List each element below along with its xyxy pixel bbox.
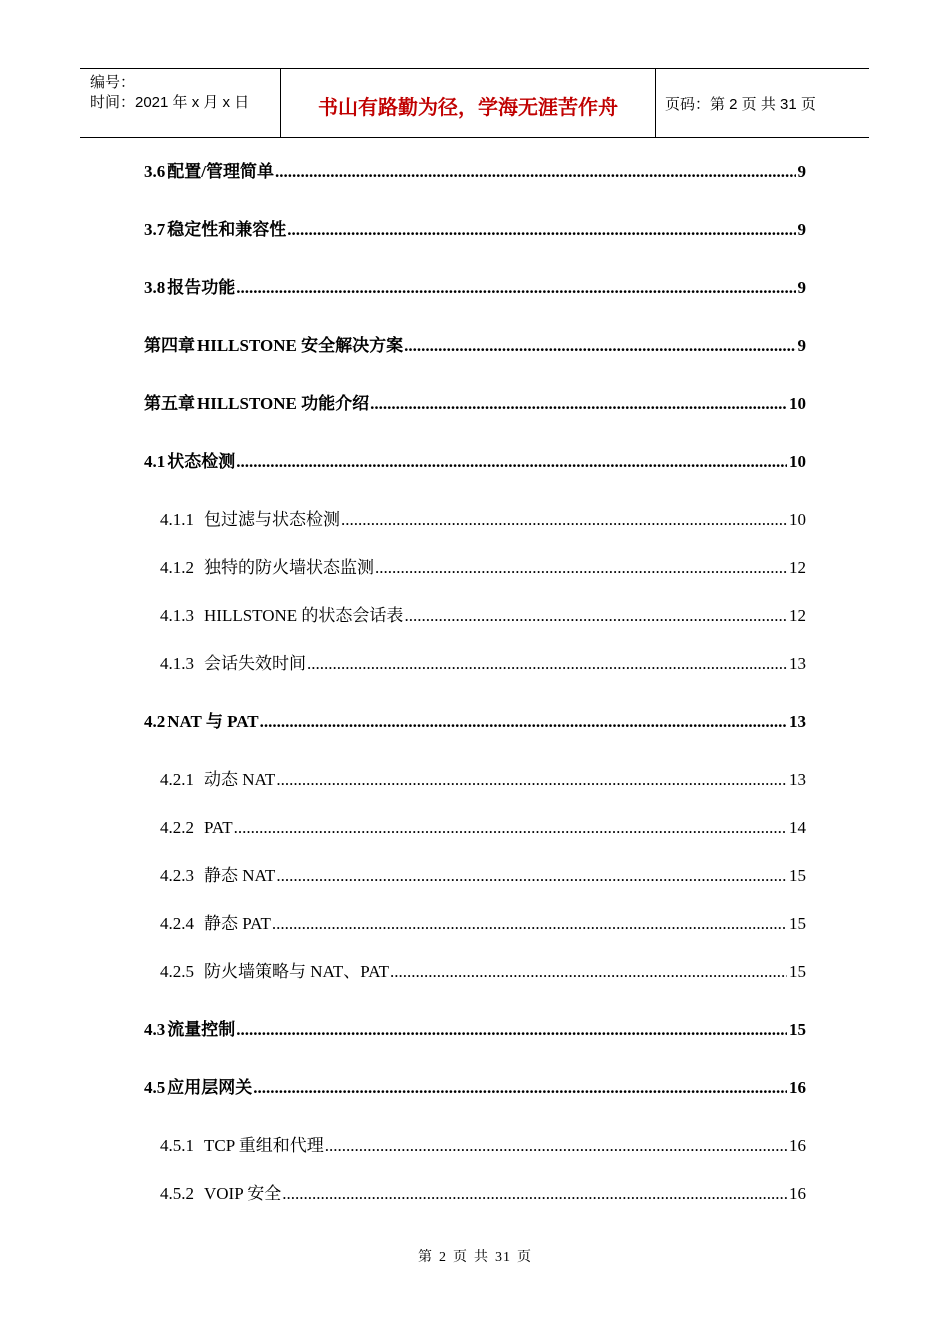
toc-entry-number: 3.6 [144, 162, 166, 181]
toc-entry-number: 4.1.3 [160, 654, 194, 673]
toc-entry-title: 静态 NAT [204, 866, 276, 885]
toc-entry-title: 报告功能 [167, 278, 236, 297]
toc-entry[interactable] [160, 816, 806, 840]
toc-entry-number: 3.7 [144, 220, 166, 239]
toc-entry-title: 会话失效时间 [204, 654, 306, 673]
toc-leader-dots [325, 1134, 787, 1158]
toc-leader-dots [234, 816, 787, 840]
toc-entry[interactable] [160, 556, 806, 580]
header-page-info: 页码：第 2 页 共 31 页 [665, 96, 816, 113]
footer-page-number: 2 [439, 1250, 447, 1265]
toc-entry-title: 独特的防火墙状态监测 [204, 558, 374, 577]
toc-entry-title: HILLSTONE 功能介绍 [197, 394, 370, 413]
toc-entry-title: NAT 与 PAT [167, 712, 259, 731]
toc-entry-title: 稳定性和兼容性 [167, 220, 287, 239]
toc-entry-number: 4.1 [144, 452, 166, 471]
toc-leader-dots [307, 652, 787, 676]
toc-entry-page: 13 [789, 654, 806, 673]
toc-entry[interactable] [160, 960, 806, 984]
toc-leader-dots [287, 218, 795, 242]
toc-entry-page: 10 [789, 452, 806, 471]
header-left-cell [80, 69, 280, 137]
toc-entry[interactable] [160, 912, 806, 936]
toc-entry-number: 4.2.4 [160, 914, 194, 933]
toc-entry-title: 状态检测 [167, 452, 236, 471]
toc-entry-page: 10 [789, 510, 806, 529]
toc-entry[interactable] [144, 1076, 806, 1100]
toc-entry-number: 4.2.5 [160, 962, 194, 981]
toc-entry-number: 第五章 [144, 394, 195, 413]
toc-leader-dots [341, 508, 787, 532]
toc-entry[interactable] [144, 1018, 806, 1042]
page-footer [0, 1246, 950, 1266]
toc-entry[interactable] [144, 392, 806, 416]
toc-entry-page: 9 [797, 336, 806, 355]
document-code-label: 编号： [90, 74, 136, 91]
toc-entry-number: 4.1.3 [160, 606, 194, 625]
footer-word-di: 第 [418, 1250, 433, 1265]
toc-entry-number: 4.5.2 [160, 1184, 194, 1203]
toc-entry[interactable] [160, 768, 806, 792]
toc-entry[interactable] [144, 334, 806, 358]
toc-entry-number: 3.8 [144, 278, 166, 297]
toc-entry-number: 4.2 [144, 712, 166, 731]
toc-entry-page: 16 [789, 1136, 806, 1155]
toc-entry-title: 动态 NAT [204, 770, 276, 789]
toc-entry-page: 16 [789, 1078, 806, 1097]
header-center-cell [280, 69, 656, 137]
toc-entry-page: 9 [797, 278, 806, 297]
toc-leader-dots [260, 710, 787, 734]
toc-leader-dots [236, 450, 787, 474]
toc-leader-dots [236, 276, 795, 300]
toc-entry-title: 配置/管理简单 [167, 162, 274, 181]
toc-entry-number: 4.5.1 [160, 1136, 194, 1155]
toc-entry[interactable] [144, 710, 806, 734]
toc-leader-dots [370, 392, 787, 416]
toc-entry-number: 4.2.2 [160, 818, 194, 837]
toc-entry-title: 防火墙策略与 NAT、PAT [204, 962, 389, 981]
toc-leader-dots [404, 604, 787, 628]
toc-entry-number: 4.2.1 [160, 770, 194, 789]
toc-entry[interactable] [160, 864, 806, 888]
toc-entry-number: 第四章 [144, 336, 195, 355]
toc-entry-title: 流量控制 [167, 1020, 236, 1039]
toc-leader-dots [275, 160, 796, 184]
toc-entry-title: 静态 PAT [204, 914, 271, 933]
footer-word-ye: 页 [453, 1250, 468, 1265]
toc-entry[interactable] [144, 276, 806, 300]
toc-entry-title: PAT [204, 818, 233, 837]
toc-entry[interactable] [144, 450, 806, 474]
toc-entry-number: 4.1.1 [160, 510, 194, 529]
toc-entry-page: 13 [789, 770, 806, 789]
toc-entry-page: 10 [789, 394, 806, 413]
document-time-label: 时间：2021 年 x 月 x 日 [90, 94, 250, 111]
toc-entry[interactable] [160, 1182, 806, 1206]
toc-leader-dots [272, 912, 787, 936]
toc-entry-title: TCP 重组和代理 [204, 1136, 324, 1155]
header-right-cell [655, 69, 869, 137]
toc-entry-title: HILLSTONE 安全解决方案 [197, 336, 404, 355]
toc-entry-title: VOIP 安全 [204, 1184, 282, 1203]
toc-entry-title: HILLSTONE 的状态会话表 [204, 606, 404, 625]
toc-entry-page: 14 [789, 818, 806, 837]
footer-word-ye-2: 页 [517, 1250, 532, 1265]
toc-leader-dots [282, 1182, 787, 1206]
toc-leader-dots [375, 556, 787, 580]
toc-entry[interactable] [160, 1134, 806, 1158]
toc-entry-page: 13 [789, 712, 806, 731]
header-motto: 书山有路勤为径，学海无涯苦作舟 [318, 95, 618, 119]
toc-entry[interactable] [160, 508, 806, 532]
toc-leader-dots [276, 768, 787, 792]
toc-entry-page: 9 [797, 162, 806, 181]
toc-entry-page: 12 [789, 606, 806, 625]
toc-entry-page: 15 [789, 962, 806, 981]
toc-entry[interactable] [144, 160, 806, 184]
toc-entry[interactable] [144, 218, 806, 242]
footer-total-pages: 31 [495, 1250, 511, 1265]
toc-entry-number: 4.5 [144, 1078, 166, 1097]
page-header [80, 68, 869, 138]
toc-leader-dots [390, 960, 787, 984]
toc-entry-page: 9 [797, 220, 806, 239]
toc-leader-dots [276, 864, 787, 888]
toc-entry-page: 16 [789, 1184, 806, 1203]
toc-entry-title: 包过滤与状态检测 [204, 510, 340, 529]
toc-leader-dots [404, 334, 795, 358]
toc-entry-title: 应用层网关 [167, 1078, 253, 1097]
toc-entry-page: 15 [789, 866, 806, 885]
toc-entry-page: 12 [789, 558, 806, 577]
toc-entry-page: 15 [789, 1020, 806, 1039]
toc-entry-page: 15 [789, 914, 806, 933]
toc-entry[interactable] [160, 604, 806, 628]
toc-entry-number: 4.2.3 [160, 866, 194, 885]
toc-leader-dots [236, 1018, 787, 1042]
toc-entry[interactable] [160, 652, 806, 676]
toc-leader-dots [253, 1076, 787, 1100]
toc-entry-number: 4.1.2 [160, 558, 194, 577]
toc-entry-number: 4.3 [144, 1020, 166, 1039]
footer-word-gong: 共 [474, 1250, 489, 1265]
